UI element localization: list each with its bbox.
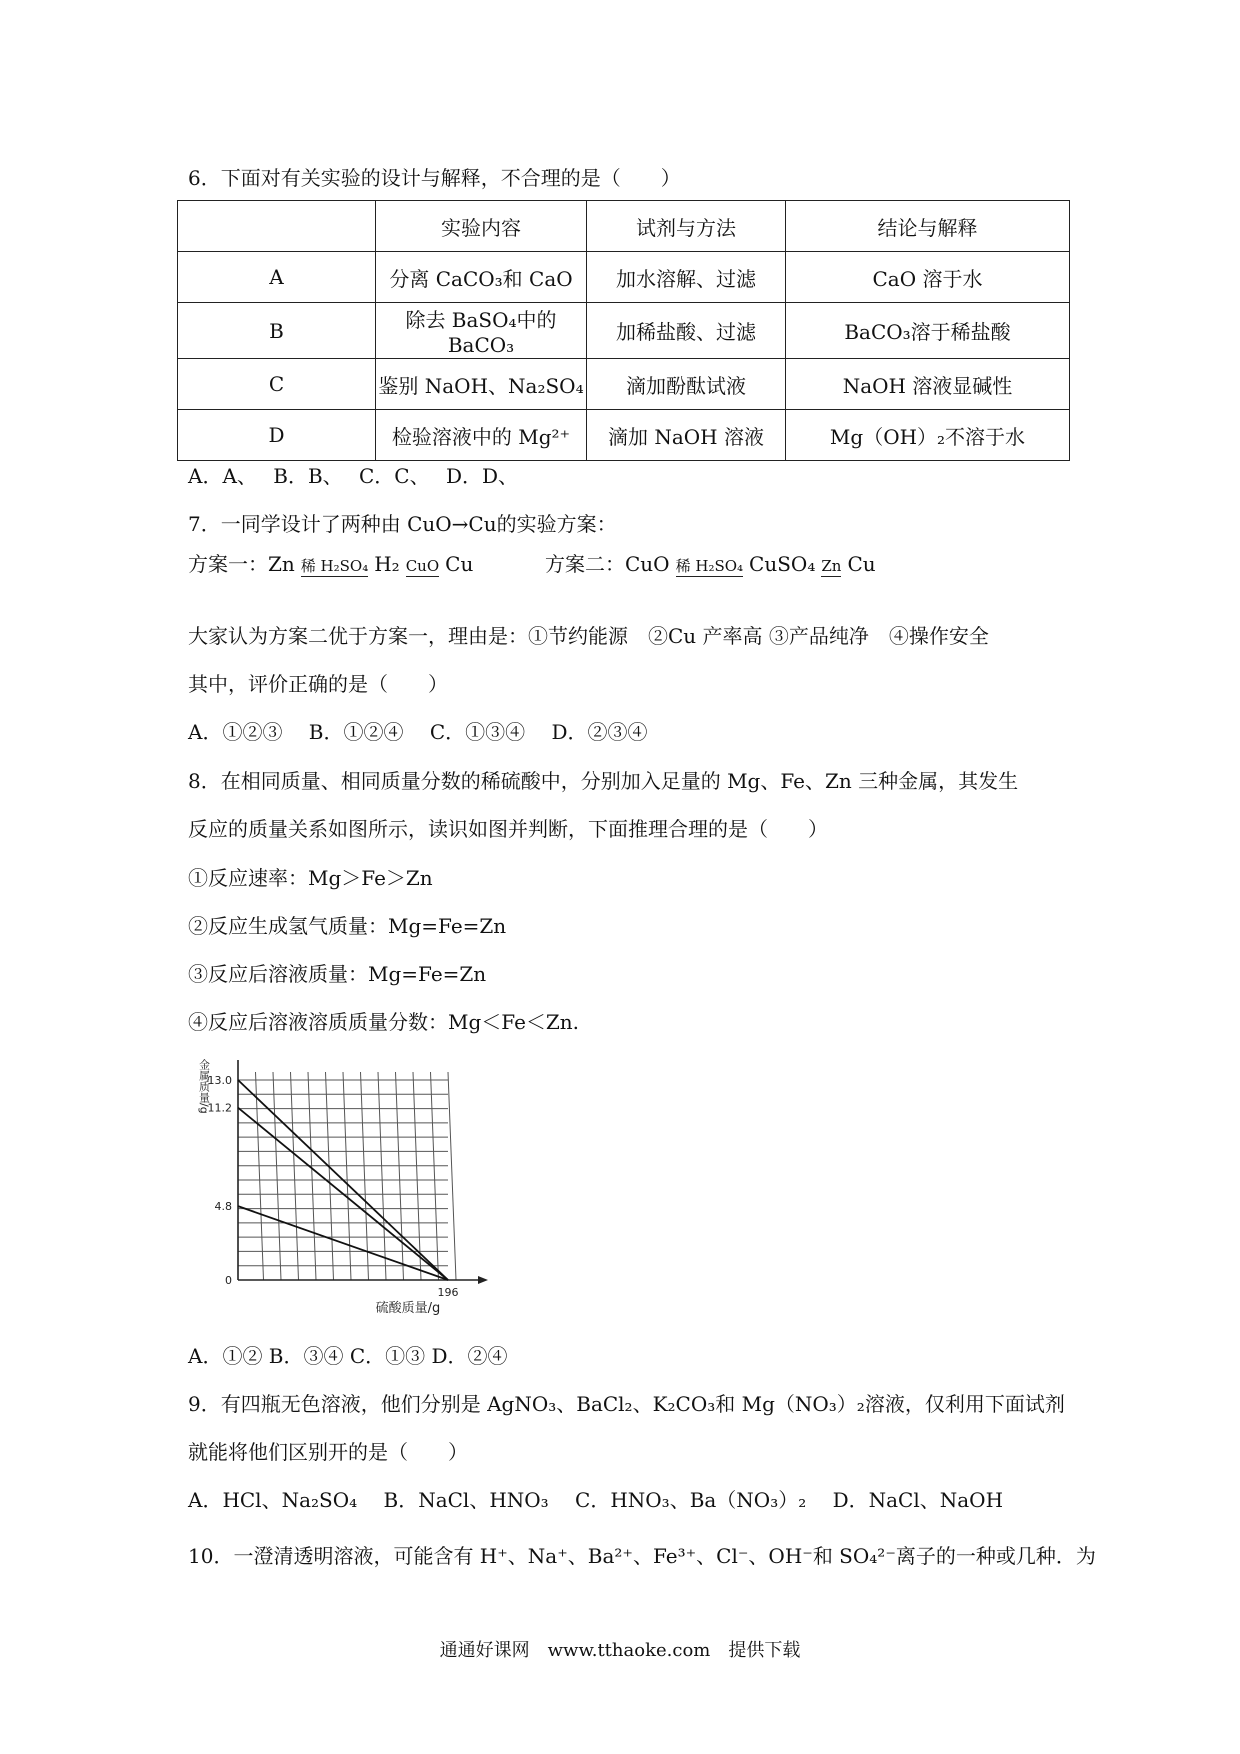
arrow-reagent: Zn <box>821 557 842 575</box>
reaction-arrow <box>400 557 445 577</box>
table-cell: 加水溶解、过滤 <box>587 252 786 303</box>
grid-line <box>326 1072 334 1280</box>
table-row <box>178 359 1070 410</box>
table-cell: A <box>178 252 376 303</box>
header-cell: 结论与解释 <box>786 201 1070 252</box>
q6-table <box>177 200 1070 461</box>
grid-line <box>396 1072 404 1280</box>
table-header-row <box>178 201 1070 252</box>
q7-scheme2 <box>545 548 876 577</box>
x-axis-label: 硫酸质量/g <box>375 1301 441 1315</box>
q9-options: A．HCl、Na₂SO₄ B．NaCl、HNO₃ C．HNO₃、Ba（NO₃）₂ D．NaCl、NaOH <box>188 1488 1004 1512</box>
scheme2-end: Cu <box>847 552 876 576</box>
header-cell: 试剂与方法 <box>587 201 786 252</box>
header-cell <box>178 201 376 252</box>
series-line <box>238 1206 448 1280</box>
y-tick-label: 11.2 <box>207 1101 232 1115</box>
reaction-arrow <box>295 557 374 577</box>
grid-line <box>308 1072 316 1280</box>
grid-line <box>343 1072 351 1280</box>
table-row <box>178 252 1070 303</box>
arrow-reagent: 稀 H₂SO₄ <box>300 557 369 575</box>
q8-statement-4: ④反应后溶液溶质质量分数：Mg＜Fe＜Zn. <box>188 1010 580 1034</box>
table-cell: 除去 BaSO₄中的 BaCO₃ <box>376 303 587 359</box>
grid-line <box>431 1072 439 1280</box>
grid-line <box>273 1072 281 1280</box>
table-row <box>178 303 1070 359</box>
table-cell: 鉴别 NaOH、Na₂SO₄ <box>376 359 587 410</box>
q7-reason: 大家认为方案二优于方案一，理由是：①节约能源 ②Cu 产率高 ③产品纯净 ④操作安全 <box>188 624 989 648</box>
scheme1-end: Cu <box>445 552 474 576</box>
header-cell: 实验内容 <box>376 201 587 252</box>
q10-stem: 10．一澄清透明溶液，可能含有 H⁺、Na⁺、Ba²⁺、Fe³⁺、Cl⁻、OH⁻和 SO₄²⁻离子的一种或几种．为 <box>188 1544 1096 1568</box>
scheme1-prefix: 方案一：Zn <box>188 552 295 576</box>
table-cell: C <box>178 359 376 410</box>
table-cell: 滴加酚酞试液 <box>587 359 786 410</box>
reaction-arrow <box>815 557 847 577</box>
table-row <box>178 410 1070 461</box>
q6-stem: 6．下面对有关实验的设计与解释，不合理的是（ ） <box>188 166 681 190</box>
table-cell: NaOH 溶液显碱性 <box>786 359 1070 410</box>
arrow-reagent: CuO <box>405 557 440 575</box>
y-tick-label: 13.0 <box>207 1074 232 1087</box>
q8-statement-2: ②反应生成氢气质量：Mg=Fe=Zn <box>188 914 507 938</box>
q9-stem-line1: 9．有四瓶无色溶液，他们分别是 AgNO₃、BaCl₂、K₂CO₃和 Mg（NO₃）₂溶液，仅利用下面试剂 <box>188 1392 1065 1416</box>
q8-options: A．①② B．③④ C．①③ D．②④ <box>188 1344 508 1368</box>
table-cell: Mg（OH）₂不溶于水 <box>786 410 1070 461</box>
q8-stem-line1: 8．在相同质量、相同质量分数的稀硫酸中，分别加入足量的 Mg、Fe、Zn 三种金属，其发生 <box>188 769 1019 793</box>
q8-statement-3: ③反应后溶液质量：Mg=Fe=Zn <box>188 962 487 986</box>
footer-credit: 通通好课网 www.tthaoke.com 提供下载 <box>439 1640 801 1661</box>
table-cell: 加稀盐酸、过滤 <box>587 303 786 359</box>
table-cell: 滴加 NaOH 溶液 <box>587 410 786 461</box>
scheme2-mid: CuSO₄ <box>749 552 816 576</box>
grid-line <box>448 1072 456 1280</box>
table-cell: CaO 溶于水 <box>786 252 1070 303</box>
x-axis-arrow <box>478 1276 488 1284</box>
scheme2-prefix: 方案二：CuO <box>545 552 670 576</box>
table-cell: B <box>178 303 376 359</box>
mass-chart <box>188 1045 498 1315</box>
arrow-reagent: 稀 H₂SO₄ <box>675 557 744 575</box>
x-tick-label: 196 <box>437 1286 459 1299</box>
grid-line <box>378 1072 386 1280</box>
table-cell: 检验溶液中的 Mg²⁺ <box>376 410 587 461</box>
q7-question: 其中，评价正确的是（ ） <box>188 672 448 696</box>
table-cell: D <box>178 410 376 461</box>
grid-line <box>291 1072 299 1280</box>
q8-statement-1: ①反应速率：Mg＞Fe＞Zn <box>188 866 433 890</box>
scheme1-mid: H₂ <box>374 552 400 576</box>
table-cell: 分离 CaCO₃和 CaO <box>376 252 587 303</box>
y-tick-label: 4.8 <box>214 1200 232 1214</box>
reaction-arrow <box>670 557 749 577</box>
q7-options: A．①②③ B．①②④ C．①③④ D．②③④ <box>188 720 648 744</box>
q6-options: A．A、 B．B、 C．C、 D．D、 <box>188 464 519 488</box>
q7-scheme1 <box>188 548 473 577</box>
q7-stem: 7．一同学设计了两种由 CuO→Cu的实验方案： <box>188 512 617 536</box>
y-axis-label: 金属质量/g <box>197 1059 211 1114</box>
q8-stem-line2: 反应的质量关系如图所示，读识如图并判断，下面推理合理的是（ ） <box>188 817 828 841</box>
y-tick-label: 0 <box>225 1274 232 1287</box>
q9-stem-line2: 就能将他们区别开的是（ ） <box>188 1440 468 1464</box>
table-cell: BaCO₃溶于稀盐酸 <box>786 303 1070 359</box>
